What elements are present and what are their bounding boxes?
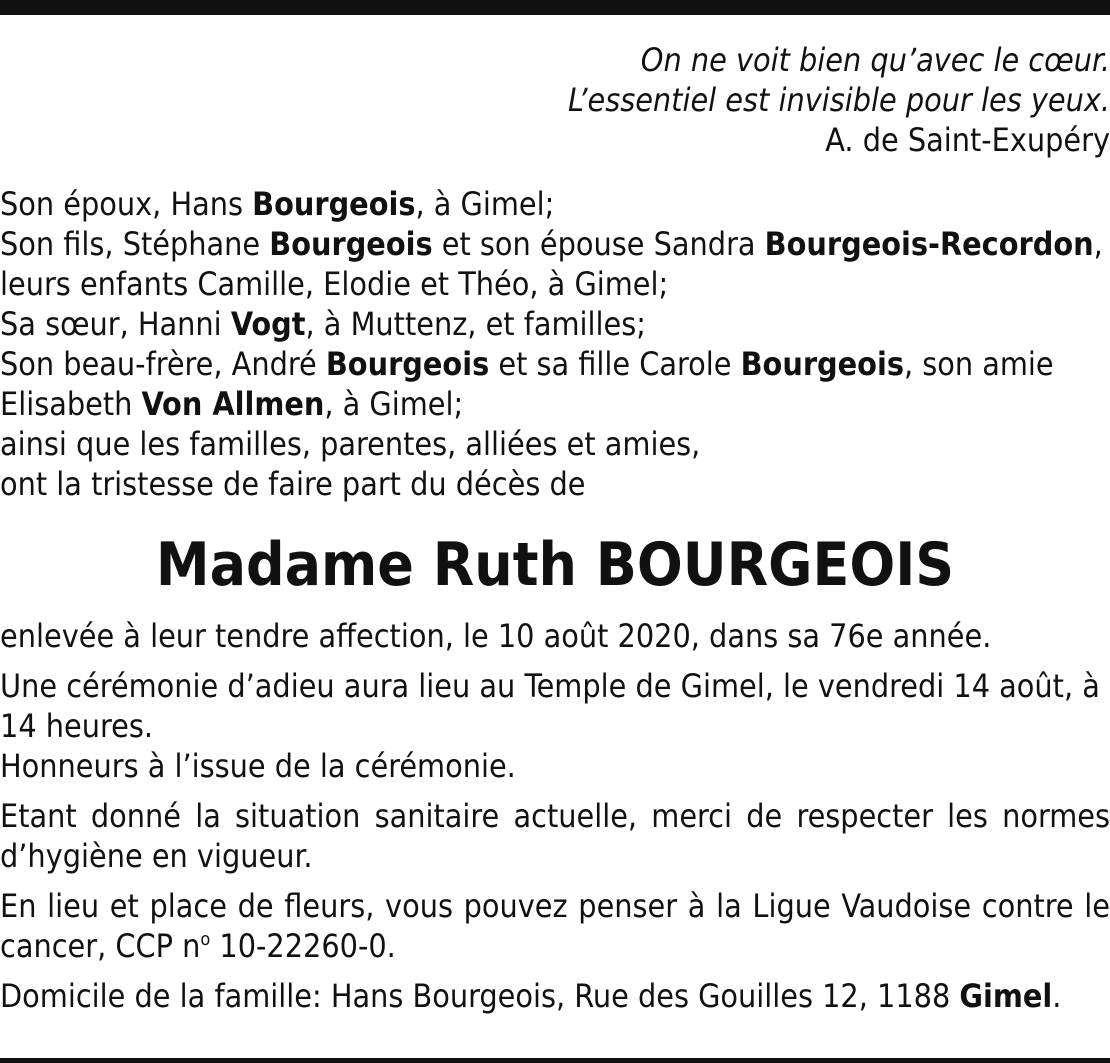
text: , son amie [903,345,1054,383]
text: et sa fille Carole [489,345,741,383]
surname: Bourgeois [269,225,433,263]
family-list [0,184,1110,504]
ordinal-superscript: o [200,929,211,950]
surname: Bourgeois [252,185,416,223]
quote-line-2: L’essentiel est invisible pour les yeux. [568,81,1110,119]
quote-author: A. de Saint-Exupéry [825,121,1110,159]
quote-line-1: On ne voit bien qu’avec le cœur. [640,41,1110,79]
top-border [0,0,1110,15]
text: Son beau-frère, André [0,345,326,383]
text: Son fils, Stéphane [0,225,270,263]
family-line-sister [0,304,1110,344]
text: . [1052,977,1062,1015]
family-line-brother-in-law [0,344,1110,384]
surname: Bourgeois-Recordon [764,225,1094,263]
family-line-friend [0,384,1110,424]
text: , [1093,225,1103,263]
family-line-announcement: ont la tristesse de faire part du décès de [0,465,586,503]
family-line-grandchildren: leurs enfants Camille, Elodie et Théo, à Gimel; [0,265,669,303]
passing-date-paragraph: enlevée à leur tendre affection, le 10 août 2020, dans sa 76e année. [0,617,992,655]
text: Son époux, Hans [0,185,253,223]
epigraph-quote [0,40,1110,160]
text: , à Muttenz, et familles; [305,305,646,343]
text: Domicile de la famille: Hans Bourgeois, Rue des Gouilles 12, 1188 [0,977,960,1015]
family-line-relatives: ainsi que les familles, parentes, alliées et amies, [0,425,701,463]
text: et son épouse Sandra [432,225,765,263]
donation-paragraph [0,886,1110,966]
death-notice [0,40,1110,1016]
text: Sa sœur, Hanni [0,305,231,343]
family-line-son [0,224,1110,264]
deceased-name: Madame Ruth BOURGEOIS [155,530,955,600]
surname: Bourgeois [325,345,490,383]
text: En lieu et place de fleurs, vous pouvez penser à la Ligue Vaudoise contre le cancer, CCP n [0,887,1110,965]
family-line-husband [0,184,1110,224]
text: 10-22260-0. [210,927,396,965]
domicile-paragraph [0,976,1110,1016]
ceremony-paragraph: Une cérémonie d’adieu aura lieu au Temple de Gimel, le vendredi 14 août, à 14 heures. [0,667,1100,745]
text: Elisabeth [0,385,142,423]
bottom-border [0,1058,1110,1063]
sanitary-paragraph: Etant donné la situation sanitaire actuelle, merci de respecter les normes d’hygiène en vigueur. [0,797,1110,875]
honours-paragraph: Honneurs à l’issue de la cérémonie. [0,747,516,785]
town-name: Gimel [959,977,1053,1015]
surname: Von Allmen [141,385,325,423]
surname: Bourgeois [740,345,904,383]
text: , à Gimel; [415,185,555,223]
surname: Vogt [230,305,306,343]
text: , à Gimel; [324,385,464,423]
